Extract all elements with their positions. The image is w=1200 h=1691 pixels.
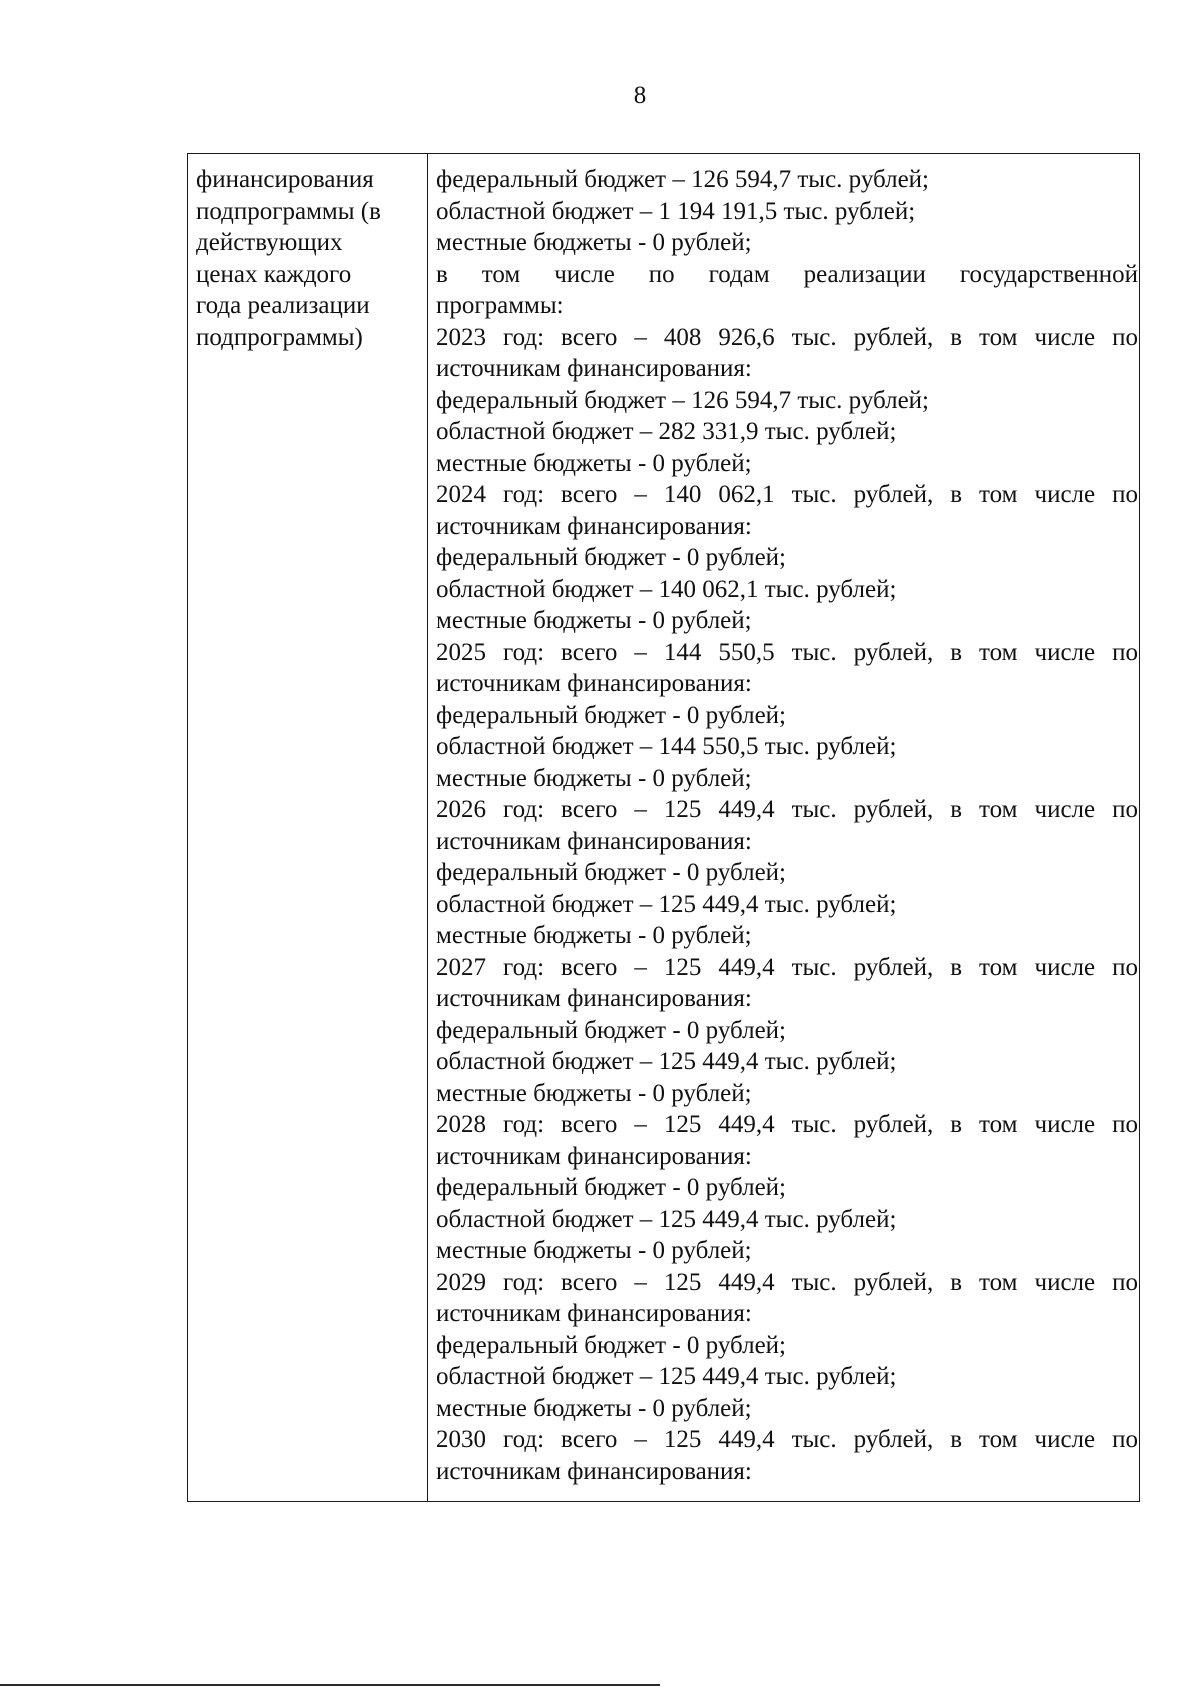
financing-line: местные бюджеты - 0 рублей; (436, 449, 752, 477)
financing-line: областной бюджет – 125 449,4 тыс. рублей; (436, 890, 897, 918)
label-line: действующих (196, 229, 343, 256)
financing-line: источникам финансирования: (436, 985, 752, 1012)
financing-line: областной бюджет – 140 062,1 тыс. рублей; (436, 575, 897, 603)
financing-line: источникам финансирования: (436, 670, 752, 697)
financing-line: федеральный бюджет - 0 рублей; (436, 1331, 786, 1359)
financing-line: федеральный бюджет – 126 594,7 тыс. рублей; (436, 166, 929, 193)
financing-line: 2025 год: всего – 144 550,5 тыс. рублей, в том числе по (436, 638, 1138, 666)
label-line: финансирования (196, 166, 374, 193)
financing-details-cell (428, 154, 1139, 1501)
financing-line: источникам финансирования: (436, 1457, 752, 1485)
financing-line: местные бюджеты - 0 рублей; (436, 607, 752, 634)
financing-line: в том числе по годам реализации государственной (436, 260, 1138, 288)
financing-line: областной бюджет – 125 449,4 тыс. рублей; (436, 1363, 897, 1390)
financing-line: федеральный бюджет - 0 рублей; (436, 1174, 786, 1201)
page-number: 8 (633, 82, 647, 109)
financing-line: 2030 год: всего – 125 449,4 тыс. рублей, в том числе по (436, 1426, 1138, 1453)
financing-line: областной бюджет – 144 550,5 тыс. рублей; (436, 733, 897, 760)
financing-line: федеральный бюджет - 0 рублей; (436, 1016, 786, 1044)
financing-line: местные бюджеты - 0 рублей; (436, 1394, 752, 1422)
label-line: подпрограммы) (196, 323, 363, 351)
financing-line: 2024 год: всего – 140 062,1 тыс. рублей, в том числе по (436, 481, 1138, 508)
financing-line: федеральный бюджет – 126 594,7 тыс. рублей; (436, 386, 929, 414)
financing-line: федеральный бюджет - 0 рублей; (436, 701, 786, 729)
financing-line: местные бюджеты - 0 рублей; (436, 764, 752, 792)
label-line: подпрограммы (в (196, 197, 381, 225)
financing-line: 2028 год: всего – 125 449,4 тыс. рублей, в том числе по (436, 1111, 1138, 1138)
label-line: ценах каждого (196, 260, 352, 288)
financing-line: местные бюджеты - 0 рублей; (436, 922, 752, 949)
financing-line: областной бюджет – 125 449,4 тыс. рублей; (436, 1205, 897, 1233)
label-line: года реализации (196, 292, 370, 319)
financing-table (187, 153, 1140, 1502)
financing-line: 2027 год: всего – 125 449,4 тыс. рублей, в том числе по (436, 953, 1138, 981)
financing-line: местные бюджеты - 0 рублей; (436, 229, 752, 256)
financing-line: областной бюджет – 1 194 191,5 тыс. рублей; (436, 197, 916, 225)
financing-label-cell (188, 154, 428, 1501)
financing-line: 2023 год: всего – 408 926,6 тыс. рублей, в том числе по (436, 323, 1138, 351)
financing-line: источникам финансирования: (436, 512, 752, 540)
financing-line: источникам финансирования: (436, 355, 752, 382)
financing-line: местные бюджеты - 0 рублей; (436, 1237, 752, 1264)
financing-line: источникам финансирования: (436, 1300, 752, 1327)
financing-line: федеральный бюджет - 0 рублей; (436, 859, 786, 886)
financing-line: 2026 год: всего – 125 449,4 тыс. рублей, в том числе по (436, 796, 1138, 823)
footer-rule (0, 1684, 660, 1686)
financing-line: областной бюджет – 282 331,9 тыс. рублей; (436, 418, 897, 445)
financing-line: федеральный бюджет - 0 рублей; (436, 544, 786, 571)
financing-line: источникам финансирования: (436, 1142, 752, 1170)
financing-line: областной бюджет – 125 449,4 тыс. рублей; (436, 1048, 897, 1075)
financing-line: 2029 год: всего – 125 449,4 тыс. рублей, в том числе по (436, 1268, 1138, 1296)
financing-line: местные бюджеты - 0 рублей; (436, 1079, 752, 1107)
financing-line: источникам финансирования: (436, 827, 752, 855)
financing-line: программы: (436, 292, 564, 319)
